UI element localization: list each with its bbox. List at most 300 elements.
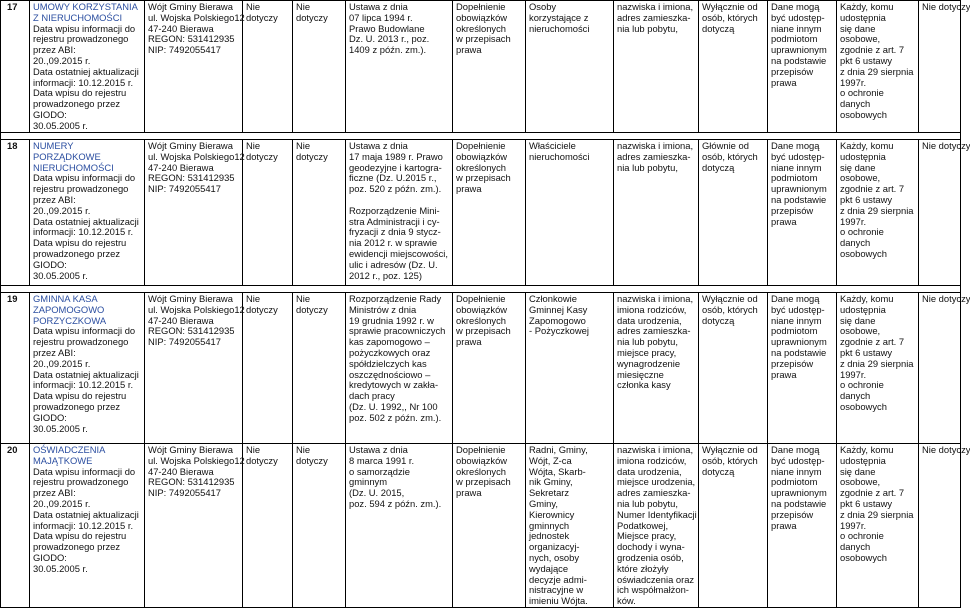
data-source-line: osób, których bbox=[702, 303, 758, 315]
data-recipients-line: niane innym bbox=[771, 465, 822, 477]
data-administrator-line: Wójt Gminy Bierawa bbox=[148, 293, 233, 304]
legal-basis-line: geodezyjne i kartogra- bbox=[349, 161, 442, 173]
data-subjects-line: Osoby bbox=[529, 1, 557, 12]
data-subject-rights-line: osobowych bbox=[840, 551, 887, 563]
registry-info-line: 30.05.2005 r. bbox=[33, 422, 88, 434]
data-scope-line: nia lub pobytu, bbox=[617, 22, 678, 34]
data-scope-line: członka kasy bbox=[617, 379, 671, 391]
data-administrator-line: REGON: 531412935 bbox=[148, 172, 235, 184]
data-subject-rights-line: pkt 6 ustawy bbox=[840, 193, 893, 205]
data-recipients-line: uprawnionym bbox=[771, 44, 827, 56]
registry-info-line: Data wpisu do rejestru bbox=[33, 237, 127, 249]
data-source-line: osób, których bbox=[702, 454, 758, 466]
data-recipients-line: prawa bbox=[771, 76, 797, 88]
cell-not-applicable-b-line: Nie bbox=[296, 293, 311, 304]
data-recipients-line: Dane mogą bbox=[771, 1, 820, 12]
data-scope-line: imiona rodziców, bbox=[617, 303, 687, 315]
transfer-to-third-country-line: Nie dotyczy bbox=[922, 293, 970, 304]
data-subject-rights-line: się dane bbox=[840, 22, 876, 34]
registry-info-line: informacji: 10.12.2015 r. bbox=[33, 76, 134, 88]
data-recipients-line: prawa bbox=[771, 519, 797, 531]
registry-info-line: GIODO: bbox=[33, 108, 67, 120]
data-administrator-line: Wójt Gminy Bierawa bbox=[148, 1, 233, 12]
data-subject-rights-line: danych bbox=[840, 98, 871, 110]
row-separator-cell bbox=[1, 133, 961, 140]
cell-not-applicable-b-line: dotyczy bbox=[296, 150, 328, 162]
collection-name bbox=[30, 444, 145, 608]
data-recipients-line: podmiotom bbox=[771, 476, 818, 488]
table-row bbox=[1, 293, 961, 444]
data-scope-line: grodzenia osób, bbox=[617, 551, 684, 563]
processing-purpose-line: prawa bbox=[456, 183, 482, 195]
collection-name-line: MAJĄTKOWE bbox=[33, 454, 93, 466]
registry-info-line: przez ABI: bbox=[33, 44, 76, 56]
data-source bbox=[699, 140, 768, 286]
registry-info-line: 20.,09.2015 r. bbox=[33, 497, 91, 509]
processing-purpose-line: w przepisach bbox=[456, 325, 511, 337]
legal-basis-line: poz. 520 z późn. zm.). bbox=[349, 183, 442, 195]
row-number bbox=[1, 140, 30, 286]
collection-name-line: PORZYCZKOWA bbox=[33, 314, 107, 326]
data-scope-line: data urodzenia, bbox=[617, 314, 682, 326]
data-source-line: Wyłącznie od bbox=[702, 293, 758, 304]
data-subjects bbox=[526, 444, 614, 608]
data-administrator-line: REGON: 531412935 bbox=[148, 476, 235, 488]
data-scope-line: miejsce urodzenia, bbox=[617, 476, 696, 488]
processing-purpose bbox=[453, 1, 526, 133]
data-scope-line: nazwiska i imiona, bbox=[617, 1, 694, 12]
data-subject-rights-line: zgodnie z art. 7 bbox=[840, 44, 905, 56]
data-recipients-line: na podstawie bbox=[771, 346, 827, 358]
data-subjects bbox=[526, 293, 614, 444]
data-subject-rights-line: Każdy, komu bbox=[840, 140, 894, 151]
data-scope bbox=[614, 444, 699, 608]
registry-info-line: prowadzonego przez bbox=[33, 98, 121, 110]
processing-purpose-line: Dopełnienie bbox=[456, 444, 506, 455]
legal-basis bbox=[346, 444, 453, 608]
data-scope-line: Numer Identyfikacji bbox=[617, 508, 697, 520]
row-separator bbox=[1, 133, 961, 140]
row-number-text: 19 bbox=[7, 293, 18, 304]
data-administrator-line: ul. Wojska Polskiego12 bbox=[148, 454, 245, 466]
data-scope bbox=[614, 140, 699, 286]
data-subject-rights-line: pkt 6 ustawy bbox=[840, 346, 893, 358]
registry-info-line: 20.,09.2015 r. bbox=[33, 204, 91, 216]
cell-not-applicable-a-line: dotyczy bbox=[246, 150, 278, 162]
row-number bbox=[1, 444, 30, 608]
data-subject-rights-line: o ochronie bbox=[840, 530, 884, 542]
registry-info-line: Data ostatniej aktualizacji bbox=[33, 65, 139, 77]
legal-basis-line: poz. 502 z późn. zm.). bbox=[349, 411, 442, 423]
registry-info-line: 30.05.2005 r. bbox=[33, 119, 88, 131]
cell-not-applicable-b bbox=[293, 444, 346, 608]
registry-info-line: rejestru prowadzonego bbox=[33, 33, 129, 45]
data-scope-line: miesięczne bbox=[617, 368, 664, 380]
data-subject-rights-line: z dnia 29 sierpnia bbox=[840, 357, 914, 369]
registry-info-line: prowadzonego przez bbox=[33, 400, 121, 412]
cell-not-applicable-b-line: dotyczy bbox=[296, 303, 328, 315]
legal-basis-line: Rozporządzenie Rady bbox=[349, 293, 442, 304]
data-source-line: osób, których bbox=[702, 150, 758, 162]
data-subject-rights-line: danych bbox=[840, 541, 871, 553]
data-scope-line: nia lub pobytu, bbox=[617, 161, 678, 173]
data-source-line: Wyłącznie od bbox=[702, 1, 758, 12]
cell-not-applicable-a bbox=[243, 1, 293, 133]
data-subject-rights-line: pkt 6 ustawy bbox=[840, 54, 893, 66]
transfer-to-third-country-line: Nie dotyczy bbox=[922, 444, 970, 455]
data-subjects-line: Radni, Gminy, bbox=[529, 444, 588, 455]
data-recipients-line: Dane mogą bbox=[771, 444, 820, 455]
data-subject-rights-line: Każdy, komu bbox=[840, 293, 894, 304]
table-row bbox=[1, 1, 961, 133]
collection-name-line: NUMERY bbox=[33, 140, 74, 151]
processing-purpose-line: określonych bbox=[456, 465, 507, 477]
collection-name bbox=[30, 1, 145, 133]
legal-basis-line: kas zapomogowo – bbox=[349, 336, 430, 348]
cell-not-applicable-a bbox=[243, 444, 293, 608]
data-subjects-line: nieruchomości bbox=[529, 22, 590, 34]
processing-purpose-line: obowiązków bbox=[456, 454, 508, 466]
data-subject-rights-line: z dnia 29 sierpnia bbox=[840, 65, 914, 77]
data-subject-rights-line: zgodnie z art. 7 bbox=[840, 336, 905, 348]
processing-purpose bbox=[453, 140, 526, 286]
data-subjects-line: Członkowie bbox=[529, 293, 577, 304]
data-administrator-line: Wójt Gminy Bierawa bbox=[148, 444, 233, 455]
registry-info-line: 20.,09.2015 r. bbox=[33, 357, 91, 369]
data-scope-line: które złożyły bbox=[617, 562, 669, 574]
data-recipients-line: przepisów bbox=[771, 508, 814, 520]
data-administrator-line: 47-240 Bierawa bbox=[148, 22, 214, 34]
collection-name-line: OŚWIADCZENIA bbox=[33, 444, 106, 455]
registry-info-line: prowadzonego przez bbox=[33, 247, 121, 259]
legal-basis-line: ulic i adresów (Dz. U. bbox=[349, 258, 438, 270]
data-administrator-line: REGON: 531412935 bbox=[148, 325, 235, 337]
cell-not-applicable-b-line: dotyczy bbox=[296, 454, 328, 466]
data-subject-rights-line: z dnia 29 sierpnia bbox=[840, 204, 914, 216]
data-recipients-line: na podstawie bbox=[771, 497, 827, 509]
legal-basis-line: sprawie pracowniczych bbox=[349, 325, 446, 337]
data-recipients-line: Dane mogą bbox=[771, 293, 820, 304]
collection-name bbox=[30, 140, 145, 286]
data-scope-line: ków. bbox=[617, 595, 636, 607]
registry-info-line: 30.05.2005 r. bbox=[33, 269, 88, 281]
data-recipients-line: prawa bbox=[771, 368, 797, 380]
collection-name-line: ZAPOMOGOWO bbox=[33, 303, 105, 315]
registry-info-line: Data ostatniej aktualizacji bbox=[33, 368, 139, 380]
registry-info-line: GIODO: bbox=[33, 411, 67, 423]
data-administrator-line: ul. Wojska Polskiego12 bbox=[148, 11, 245, 23]
legal-basis bbox=[346, 293, 453, 444]
data-subject-rights-line: się dane bbox=[840, 161, 876, 173]
legal-basis-line: 2012 r., poz. 125) bbox=[349, 269, 422, 281]
data-subjects-line: nieruchomości bbox=[529, 150, 590, 162]
data-scope-line: nazwiska i imiona, bbox=[617, 444, 694, 455]
data-subjects-line: gminnych bbox=[529, 519, 570, 531]
row-number bbox=[1, 293, 30, 444]
cell-not-applicable-b bbox=[293, 293, 346, 444]
data-subjects-line: jednostek bbox=[529, 530, 570, 542]
data-scope-line: imiona rodziców, bbox=[617, 454, 687, 466]
data-administrator bbox=[145, 293, 243, 444]
data-administrator-line: NIP: 7492055417 bbox=[148, 336, 221, 348]
transfer-to-third-country-line: Nie dotyczy bbox=[922, 140, 970, 151]
data-administrator bbox=[145, 140, 243, 286]
data-recipients-line: na podstawie bbox=[771, 54, 827, 66]
collection-name bbox=[30, 293, 145, 444]
legal-basis-line: 07 lipca 1994 r. bbox=[349, 11, 413, 23]
cell-not-applicable-a bbox=[243, 140, 293, 286]
data-subjects-line: Sekretarz bbox=[529, 487, 570, 499]
transfer-to-third-country bbox=[919, 1, 970, 133]
data-administrator-line: NIP: 7492055417 bbox=[148, 44, 221, 56]
row-number bbox=[1, 1, 30, 133]
data-administrator-line: 47-240 Bierawa bbox=[148, 465, 214, 477]
data-scope bbox=[614, 1, 699, 133]
data-source-line: Wyłącznie od bbox=[702, 444, 758, 455]
data-subject-rights-line: pkt 6 ustawy bbox=[840, 497, 893, 509]
legal-basis-line: ficzne (Dz. U.2015 r., bbox=[349, 172, 437, 184]
transfer-to-third-country-line: Nie dotyczy bbox=[922, 1, 970, 12]
legal-basis-line: poz. 594 z późn. zm.). bbox=[349, 497, 442, 509]
processing-purpose bbox=[453, 293, 526, 444]
registry-info-line: Data wpisu do rejestru bbox=[33, 390, 127, 402]
data-administrator bbox=[145, 1, 243, 133]
data-recipients-line: podmiotom bbox=[771, 33, 818, 45]
data-subjects-line: - Pożyczkowej bbox=[529, 325, 589, 337]
legal-basis-line: ewidencji miejscowości, bbox=[349, 247, 448, 259]
legal-basis bbox=[346, 1, 453, 133]
cell-not-applicable-a-line: dotyczy bbox=[246, 11, 278, 23]
collection-name-line: Z NIERUCHOMOŚCI bbox=[33, 11, 123, 23]
data-subjects-line: nych, osoby bbox=[529, 551, 580, 563]
processing-purpose-line: określonych bbox=[456, 161, 507, 173]
cell-not-applicable-a-line: Nie bbox=[246, 140, 261, 151]
data-administrator-line: 47-240 Bierawa bbox=[148, 314, 214, 326]
registry-info-line: Data wpisu do rejestru bbox=[33, 530, 127, 542]
legal-basis-line: 19 grudnia 1992 r. w bbox=[349, 314, 434, 326]
data-recipients-line: być udostęp- bbox=[771, 303, 825, 315]
data-recipients-line: niane innym bbox=[771, 314, 822, 326]
legal-basis-line: gminnym bbox=[349, 476, 388, 488]
legal-basis-line: kredytowych w zakła- bbox=[349, 379, 439, 391]
data-administrator-line: NIP: 7492055417 bbox=[148, 487, 221, 499]
legal-basis-line: 17 maja 1989 r. Prawo bbox=[349, 150, 443, 162]
registry-info-line: informacji: 10.12.2015 r. bbox=[33, 226, 134, 238]
registry-info-line: Data wpisu do rejestru bbox=[33, 87, 127, 99]
data-recipients bbox=[768, 1, 837, 133]
data-recipients bbox=[768, 293, 837, 444]
legal-basis-line: 8 marca 1991 r. bbox=[349, 454, 415, 466]
data-subject-rights-line: 1997r. bbox=[840, 215, 867, 227]
data-subjects-line: Wójta, Skarb- bbox=[529, 465, 586, 477]
registry-info-line: 30.05.2005 r. bbox=[33, 562, 88, 574]
legal-basis-line: nia 2012 r. w sprawie bbox=[349, 237, 438, 249]
legal-basis-line: o samorządzie bbox=[349, 465, 410, 477]
cell-not-applicable-b-line: Nie bbox=[296, 140, 311, 151]
data-administrator-line: ul. Wojska Polskiego12 bbox=[148, 303, 245, 315]
legal-basis-line: Ustawa z dnia bbox=[349, 140, 408, 151]
data-subjects bbox=[526, 1, 614, 133]
data-administrator-line: REGON: 531412935 bbox=[148, 33, 235, 45]
data-subject-rights-line: 1997r. bbox=[840, 76, 867, 88]
data-subject-rights-line: udostępnia bbox=[840, 303, 886, 315]
legal-basis-line: Ministrów z dnia bbox=[349, 303, 417, 315]
data-recipients-line: uprawnionym bbox=[771, 183, 827, 195]
data-subjects-line: Zapomogowo bbox=[529, 314, 586, 326]
row-number-text: 18 bbox=[7, 140, 18, 151]
data-subject-rights-line: się dane bbox=[840, 465, 876, 477]
data-scope-line: adres zamieszka- bbox=[617, 487, 691, 499]
collection-name-line: UMOWY KORZYSTANIA bbox=[33, 1, 138, 12]
data-scope-line: ich współmałżon- bbox=[617, 584, 689, 596]
data-subject-rights-line: danych bbox=[840, 237, 871, 249]
processing-purpose-line: obowiązków bbox=[456, 150, 508, 162]
data-recipients-line: przepisów bbox=[771, 357, 814, 369]
data-scope-line: oświadczenia oraz bbox=[617, 573, 695, 585]
data-recipients-line: przepisów bbox=[771, 204, 814, 216]
data-source-line: dotyczą bbox=[702, 465, 735, 477]
processing-purpose-line: w przepisach bbox=[456, 476, 511, 488]
registry-info-line: Data wpisu informacji do bbox=[33, 465, 136, 477]
data-subject-rights-line: o ochronie bbox=[840, 226, 884, 238]
data-subject-rights-line: się dane bbox=[840, 314, 876, 326]
data-scope-line: Miejsce pracy, bbox=[617, 530, 677, 542]
data-subject-rights bbox=[837, 1, 919, 133]
processing-purpose bbox=[453, 444, 526, 608]
data-subject-rights-line: o ochronie bbox=[840, 379, 884, 391]
data-recipients-line: uprawnionym bbox=[771, 487, 827, 499]
legal-basis-line: Prawo Budowlane bbox=[349, 22, 425, 34]
data-subjects-line: decyzje admi- bbox=[529, 573, 587, 585]
data-recipients-line: być udostęp- bbox=[771, 454, 825, 466]
data-recipients-line: Dane mogą bbox=[771, 140, 820, 151]
registry-info-line: rejestru prowadzonego bbox=[33, 476, 129, 488]
data-scope-line: nia lub pobytu, bbox=[617, 497, 678, 509]
data-scope-line: nazwiska i imiona, bbox=[617, 293, 694, 304]
data-subject-rights-line: udostępnia bbox=[840, 11, 886, 23]
data-recipients bbox=[768, 140, 837, 286]
data-administrator-line: Wójt Gminy Bierawa bbox=[148, 140, 233, 151]
data-subjects-line: wydające bbox=[529, 562, 569, 574]
cell-not-applicable-a bbox=[243, 293, 293, 444]
row-number-text: 17 bbox=[7, 1, 18, 12]
data-source bbox=[699, 293, 768, 444]
cell-not-applicable-b bbox=[293, 140, 346, 286]
legal-basis-line: spółdzielczych kas bbox=[349, 357, 427, 369]
data-recipients-line: niane innym bbox=[771, 161, 822, 173]
data-subject-rights-line: osobowe, bbox=[840, 33, 881, 45]
data-recipients-line: niane innym bbox=[771, 22, 822, 34]
data-subject-rights-line: 1997r. bbox=[840, 368, 867, 380]
data-scope-line: wynagrodzenie bbox=[617, 357, 681, 369]
data-subject-rights-line: udostępnia bbox=[840, 150, 886, 162]
legal-basis-line: stra Administracji i cy- bbox=[349, 215, 440, 227]
legal-basis-line: (Dz. U. 1992,, Nr 100 bbox=[349, 400, 438, 412]
legal-basis-line: (Dz. U. 2015, bbox=[349, 487, 405, 499]
registry-info-line: GIODO: bbox=[33, 551, 67, 563]
data-subjects-line: Gminnej Kasy bbox=[529, 303, 588, 315]
processing-purpose-line: w przepisach bbox=[456, 172, 511, 184]
cell-not-applicable-a-line: Nie bbox=[246, 444, 261, 455]
data-subjects-line: Kierownicy bbox=[529, 508, 575, 520]
data-scope-line: nia lub pobytu, bbox=[617, 336, 678, 348]
data-source-line: dotyczą bbox=[702, 314, 735, 326]
data-recipients-line: przepisów bbox=[771, 65, 814, 77]
data-subjects-line: Wójt, Z-ca bbox=[529, 454, 572, 466]
data-scope-line: adres zamieszka- bbox=[617, 11, 691, 23]
cell-not-applicable-a-line: dotyczy bbox=[246, 303, 278, 315]
legal-basis-line: 1409 z późn. zm.). bbox=[349, 44, 427, 56]
cell-not-applicable-b bbox=[293, 1, 346, 133]
data-subjects bbox=[526, 140, 614, 286]
data-subject-rights bbox=[837, 293, 919, 444]
row-separator bbox=[1, 286, 961, 293]
data-administrator-line: ul. Wojska Polskiego12 bbox=[148, 150, 245, 162]
data-subject-rights bbox=[837, 444, 919, 608]
data-scope-line: Podatkowej, bbox=[617, 519, 669, 531]
processing-purpose-line: prawa bbox=[456, 487, 482, 499]
data-scope-line: nazwiska i imiona, bbox=[617, 140, 694, 151]
data-scope-line: miejsce pracy, bbox=[617, 346, 677, 358]
table-row bbox=[1, 140, 961, 286]
data-recipients-line: być udostęp- bbox=[771, 11, 825, 23]
transfer-to-third-country bbox=[919, 444, 970, 608]
data-scope bbox=[614, 293, 699, 444]
registry-info-line: rejestru prowadzonego bbox=[33, 183, 129, 195]
data-subject-rights-line: Każdy, komu bbox=[840, 1, 894, 12]
data-scope-line: data urodzenia, bbox=[617, 465, 682, 477]
registry-info-line: przez ABI: bbox=[33, 193, 76, 205]
data-recipients-line: na podstawie bbox=[771, 193, 827, 205]
data-subject-rights-line: osobowych bbox=[840, 108, 887, 120]
data-source-line: Głównie od bbox=[702, 140, 749, 151]
cell-not-applicable-a-line: Nie bbox=[246, 1, 261, 12]
data-subject-rights-line: osobowe, bbox=[840, 476, 881, 488]
collection-name-line: NIERUCHOMOŚCI bbox=[33, 161, 114, 173]
processing-purpose-line: Dopełnienie bbox=[456, 1, 506, 12]
registry-info-line: Data wpisu informacji do bbox=[33, 325, 136, 337]
processing-purpose-line: obowiązków bbox=[456, 11, 508, 23]
data-subject-rights-line: udostępnia bbox=[840, 454, 886, 466]
data-subject-rights-line: o ochronie bbox=[840, 87, 884, 99]
cell-not-applicable-a-line: Nie bbox=[246, 293, 261, 304]
data-scope-line: adres zamieszka- bbox=[617, 150, 691, 162]
processing-purpose-line: określonych bbox=[456, 314, 507, 326]
registry-info-line: Data ostatniej aktualizacji bbox=[33, 215, 139, 227]
cell-not-applicable-a-line: dotyczy bbox=[246, 454, 278, 466]
transfer-to-third-country bbox=[919, 293, 970, 444]
data-recipients-line: podmiotom bbox=[771, 172, 818, 184]
registry-info-line: prowadzonego przez bbox=[33, 541, 121, 553]
row-number-text: 20 bbox=[7, 444, 18, 455]
table-row bbox=[1, 444, 961, 608]
data-recipients bbox=[768, 444, 837, 608]
processing-purpose-line: określonych bbox=[456, 22, 507, 34]
legal-basis-line: fryzacji z dnia 9 stycz- bbox=[349, 226, 441, 238]
data-subject-rights-line: osobowych bbox=[840, 247, 887, 259]
registry-info-line: GIODO: bbox=[33, 258, 67, 270]
registry-info-line: Data ostatniej aktualizacji bbox=[33, 508, 139, 520]
legal-basis bbox=[346, 140, 453, 286]
data-subjects-line: Gminy, bbox=[529, 497, 558, 509]
data-subjects-line: Właściciele bbox=[529, 140, 576, 151]
data-administrator bbox=[145, 444, 243, 608]
processing-purpose-line: prawa bbox=[456, 44, 482, 56]
data-administrator-line: 47-240 Bierawa bbox=[148, 161, 214, 173]
data-subjects-line: imieniu Wójta. bbox=[529, 595, 588, 607]
legal-basis-line: Rozporządzenie Mini- bbox=[349, 204, 440, 216]
data-subject-rights-line: zgodnie z art. 7 bbox=[840, 183, 905, 195]
